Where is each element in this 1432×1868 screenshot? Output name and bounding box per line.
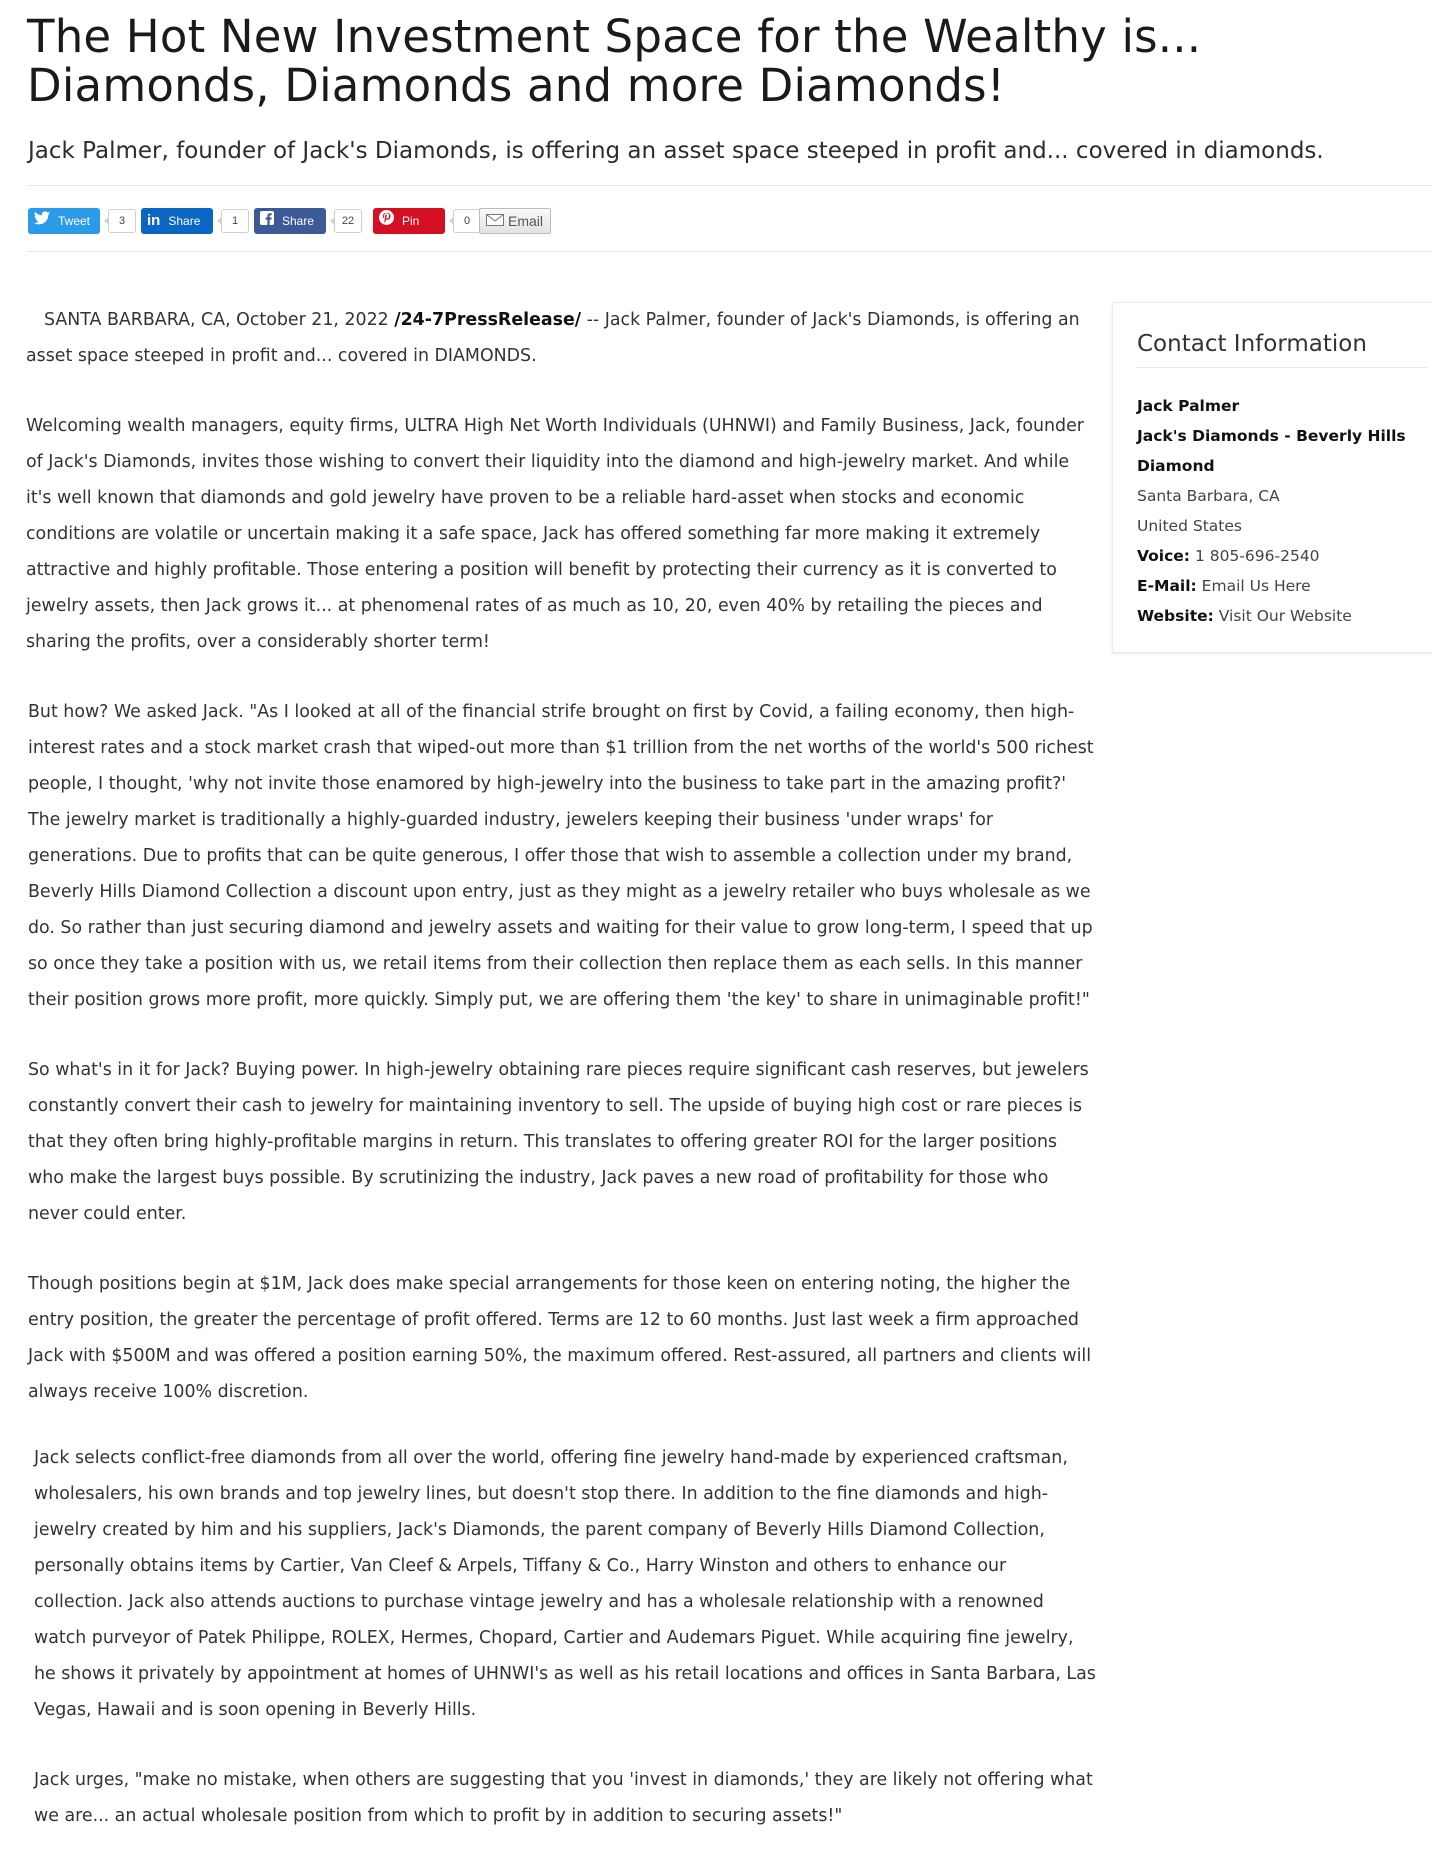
article-paragraph: So what's in it for Jack? Buying power. In high-jewelry obtaining rare pieces require significant cash reserves, but jewelers constantly convert their cash to jewelry for maintaining inventory to sell. The upside of buying high cost or rare pieces is that they often bring highly-profitable margins in return. This translates to offering greater ROI for the larger positions who make the largest buys possible. By scrutinizing the industry, Jack paves a new road of profitability for those who never could enter. xyxy=(28,1060,1089,1224)
email-label: E-Mail: xyxy=(1137,577,1197,595)
divider xyxy=(27,251,1432,252)
contact-name: Jack Palmer xyxy=(1137,397,1240,415)
article-body xyxy=(26,302,1096,1868)
facebook-count: 22 xyxy=(334,209,362,233)
voice-label: Voice: xyxy=(1137,547,1191,565)
article-paragraph: Though positions begin at $1M, Jack does make special arrangements for those keen on entering noting, the higher the entry position, the greater the percentage of profit offered. Terms are 12 to 60 months. Just last week a firm approached Jack with $500M and was offered a position earning 50%, the maximum offered. Rest-assured, all partners and clients will always receive 100% discretion. xyxy=(28,1274,1092,1402)
contact-details xyxy=(1137,391,1427,631)
contact-company: Jack's Diamonds - Beverly Hills Diamond xyxy=(1137,427,1406,475)
headline: The Hot New Investment Space for the Wealthy is... Diamonds, Diamonds and more Diamonds! xyxy=(27,10,1202,112)
contact-title: Contact Information xyxy=(1137,331,1427,368)
tweet-button[interactable] xyxy=(28,208,100,234)
contact-website-row xyxy=(1137,601,1427,631)
tweet-count: 3 xyxy=(108,209,136,233)
linkedin-share-button[interactable] xyxy=(141,208,213,234)
facebook-share-label: Share xyxy=(282,214,315,228)
dateline: SANTA BARBARA, CA, October 21, 2022 xyxy=(44,310,389,330)
pinterest-icon xyxy=(379,208,394,234)
article-paragraph xyxy=(26,302,1096,374)
email-share-label: Email xyxy=(508,213,544,229)
article-paragraph: But how? We asked Jack. "As I looked at all of the financial strife brought on first by Covid, a failing economy, then high-interest rates and a stock market crash that wiped-out more than $1 trillion from the net worths of the world's 500 richest people, I thought, 'why not invite those enamored by high-jewelry into the business to take part in the amazing profit?' The jewelry market is traditionally a highly-guarded industry, jewelers keeping their business 'under wraps' for generations. Due to profits that can be quite generous, I offer those that wish to assemble a collection under my brand, Beverly Hills Diamond Collection a discount upon entry, just as they might as a jewelry retailer who buys wholesale as we do. So rather than just securing diamond and jewelry assets and waiting for their value to grow long-term, I speed that up so once they take a position with us, we retail items from their collection then replace them as each sells. In this manner their position grows more profit, more quickly. Simply put, we are offering them 'the key' to share in unimaginable profit!" xyxy=(28,702,1094,1010)
paragraph-text: -- Jack Palmer, founder of Jack's Diamonds, is offering an asset space steeped in profit and... covered in DIAMONDS. xyxy=(26,310,1080,366)
linkedin-icon: in xyxy=(147,212,161,229)
website-label: Website: xyxy=(1137,607,1214,625)
article-paragraph: Jack selects conflict-free diamonds from all over the world, offering fine jewelry hand-made by experienced craftsman, wholesalers, his own brands and top jewelry lines, but doesn't stop there. In addition to the fine diamonds and high-jewelry created by him and his suppliers, Jack's Diamonds, the parent company of Beverly Hills Diamond Collection, personally obtains items by Cartier, Van Cleef & Arpels, Tiffany & Co., Harry Winston and others to enhance our collection. Jack also attends auctions to purchase vintage jewelry and has a wholesale relationship with a renowned watch purveyor of Patek Philippe, ROLEX, Hermes, Chopard, Cartier and Audemars Piguet. While acquiring fine jewelry, he shows it privately by appointment at homes of UHNWI's as well as his retail locations and offices in Santa Barbara, Las Vegas, Hawaii and is soon opening in Beverly Hills. xyxy=(34,1448,1096,1720)
linkedin-share-label: Share xyxy=(168,214,201,228)
contact-information-panel xyxy=(1112,302,1432,652)
contact-voice-row xyxy=(1137,541,1427,571)
article-paragraph: Jack urges, "make no mistake, when others are suggesting that you 'invest in diamonds,' they are likely not offering what we are... an actual wholesale position from which to profit by in addition to securing assets!" xyxy=(34,1770,1093,1826)
twitter-bird-icon xyxy=(34,208,50,234)
divider xyxy=(27,185,1432,186)
facebook-icon xyxy=(260,208,274,234)
contact-city: Santa Barbara, CA xyxy=(1137,487,1280,505)
facebook-share-button[interactable] xyxy=(254,208,326,234)
article-paragraph: Welcoming wealth managers, equity firms, ULTRA High Net Worth Individuals (UHNWI) and Family Business, Jack, founder of Jack's Diamonds, invites those wishing to convert their liquidity into the diamond and high-jewelry market. And while it's well known that diamonds and gold jewelry have proven to be a reliable hard-asset when stocks and economic conditions are volatile or uncertain making it a safe space, Jack has offered something far more making it extremely attractive and highly profitable. Those entering a position will benefit by protecting their currency as it is converted to jewelry assets, then Jack grows it... at phenomenal rates of as much as 10, 20, even 40% by retailing the pieces and sharing the profits, over a considerably shorter term! xyxy=(26,416,1084,652)
email-us-link[interactable]: Email Us Here xyxy=(1201,577,1311,595)
linkedin-count: 1 xyxy=(221,209,249,233)
visit-website-link[interactable]: Visit Our Website xyxy=(1218,607,1352,625)
pinterest-pin-button[interactable] xyxy=(373,208,445,234)
envelope-icon xyxy=(486,213,504,229)
tweet-label: Tweet xyxy=(58,214,91,228)
pinterest-count: 0 xyxy=(453,209,481,233)
subheadline: Jack Palmer, founder of Jack's Diamonds, is offering an asset space steeped in profit and... covered in diamonds. xyxy=(28,138,1324,164)
contact-country: United States xyxy=(1137,517,1242,535)
contact-email-row xyxy=(1137,571,1427,601)
voice-number: 1 805-696-2540 xyxy=(1194,547,1320,565)
pinterest-pin-label: Pin xyxy=(402,214,420,228)
press-release-source: /24-7PressRelease/ xyxy=(394,310,582,330)
email-share-button[interactable] xyxy=(479,208,551,234)
